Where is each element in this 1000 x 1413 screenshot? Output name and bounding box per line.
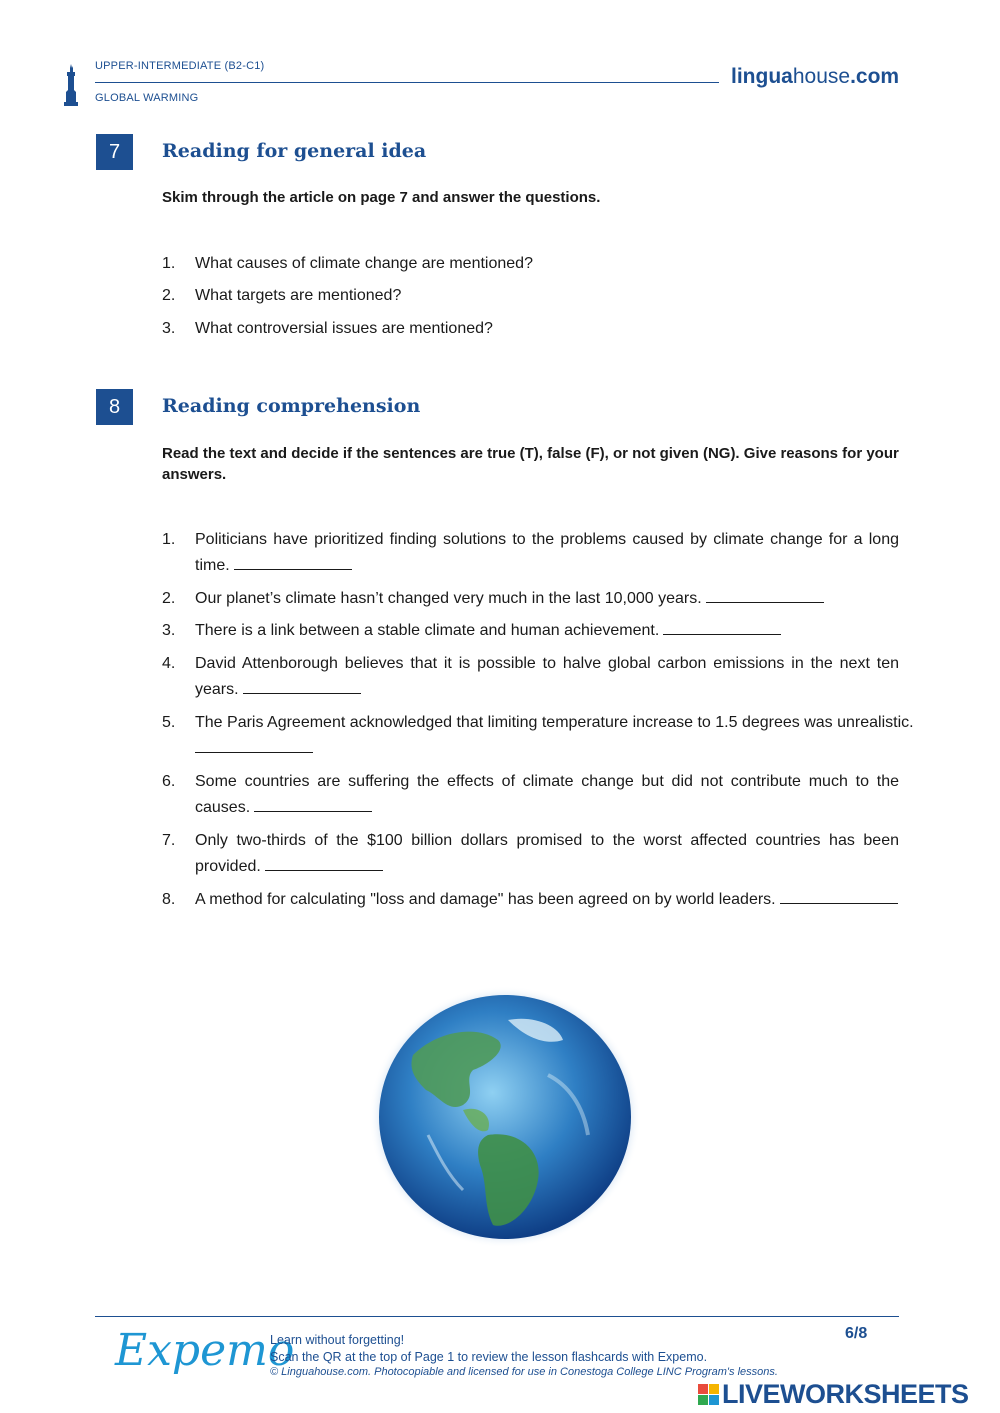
answer-blank[interactable] — [265, 870, 383, 871]
logo-part-house: house — [792, 65, 851, 88]
question-number: 1. — [162, 531, 176, 548]
question-number: 8. — [162, 891, 176, 908]
section-8-title: Reading comprehension — [162, 395, 421, 417]
logo-part-lingua: lingua — [731, 65, 793, 88]
section-7-title: Reading for general idea — [162, 140, 427, 162]
answer-blank[interactable] — [706, 602, 824, 603]
linguahouse-logo[interactable] — [731, 65, 899, 89]
answer-blank[interactable] — [234, 569, 352, 570]
question-number: 5. — [162, 714, 176, 731]
liveworksheets-label: LIVEWORKSHEETS — [722, 1379, 969, 1409]
section-8-instruction: Read the text and decide if the sentences are true (T), false (F), or not given (NG). Give reasons for your answers. — [162, 445, 899, 483]
footer-tagline: Learn without forgetting! — [270, 1333, 405, 1347]
statue-of-liberty-icon — [62, 62, 80, 106]
list-item — [162, 887, 899, 913]
question-text: A method for calculating "loss and damage" has been agreed on by world leaders. — [195, 891, 776, 908]
list-item — [162, 651, 899, 703]
answer-blank[interactable] — [243, 693, 361, 694]
footer-divider — [95, 1316, 899, 1317]
logo-part-com: .com — [850, 65, 900, 88]
list-item — [162, 527, 899, 579]
answer-blank[interactable] — [663, 634, 781, 635]
answer-blank[interactable] — [780, 903, 898, 904]
question-text: What targets are mentioned? — [195, 287, 402, 304]
question-text: What causes of climate change are mentioned? — [195, 255, 533, 272]
question-number: 2. — [162, 590, 176, 607]
list-item — [162, 828, 899, 880]
question-text: Only two-thirds of the $100 billion dollars promised to the worst affected countries has been provided. — [195, 832, 899, 875]
answer-blank[interactable] — [195, 752, 313, 753]
list-item — [162, 316, 899, 342]
answer-blank[interactable] — [254, 811, 372, 812]
liveworksheets-logo[interactable] — [698, 1379, 969, 1410]
topic-label: GLOBAL WARMING — [95, 92, 199, 104]
question-number: 3. — [162, 320, 176, 337]
question-number: 7. — [162, 832, 176, 849]
liveworksheets-blocks-icon — [698, 1384, 719, 1405]
list-item — [162, 769, 899, 821]
list-item — [162, 283, 899, 309]
expemo-logo[interactable]: Expemo — [115, 1325, 295, 1376]
question-number: 6. — [162, 773, 176, 790]
section-8-number: 8 — [96, 389, 133, 425]
question-text: David Attenborough believes that it is possible to halve global carbon emissions in the next ten years. — [195, 655, 899, 698]
earth-globe-image — [368, 985, 643, 1250]
section-7-number: 7 — [96, 134, 133, 170]
question-number: 4. — [162, 655, 176, 672]
question-text: What controversial issues are mentioned? — [195, 320, 493, 337]
list-item — [162, 251, 899, 277]
list-item — [162, 710, 922, 762]
header-divider — [95, 82, 719, 83]
question-number: 3. — [162, 622, 176, 639]
footer-qr-note: Scan the QR at the top of Page 1 to review the lesson flashcards with Expemo. — [270, 1350, 708, 1364]
page-number: 6/8 — [845, 1325, 868, 1342]
question-text: The Paris Agreement acknowledged that limiting temperature increase to 1.5 degrees was unrealistic. — [195, 714, 914, 731]
question-text: Our planet’s climate hasn’t changed very much in the last 10,000 years. — [195, 590, 702, 607]
question-text: Politicians have prioritized finding solutions to the problems caused by climate change for a long time. — [195, 531, 899, 574]
footer-copyright: © Linguahouse.com. Photocopiable and licensed for use in Conestoga College LINC Program's lessons. — [270, 1366, 778, 1378]
level-label: UPPER-INTERMEDIATE (B2-C1) — [95, 60, 265, 72]
question-number: 1. — [162, 255, 176, 272]
question-text: There is a link between a stable climate and human achievement. — [195, 622, 660, 639]
question-text: Some countries are suffering the effects of climate change but did not contribute much to the causes. — [195, 773, 899, 816]
list-item — [162, 586, 899, 612]
list-item — [162, 618, 899, 644]
section-7-instruction: Skim through the article on page 7 and answer the questions. — [162, 189, 601, 206]
question-number: 2. — [162, 287, 176, 304]
